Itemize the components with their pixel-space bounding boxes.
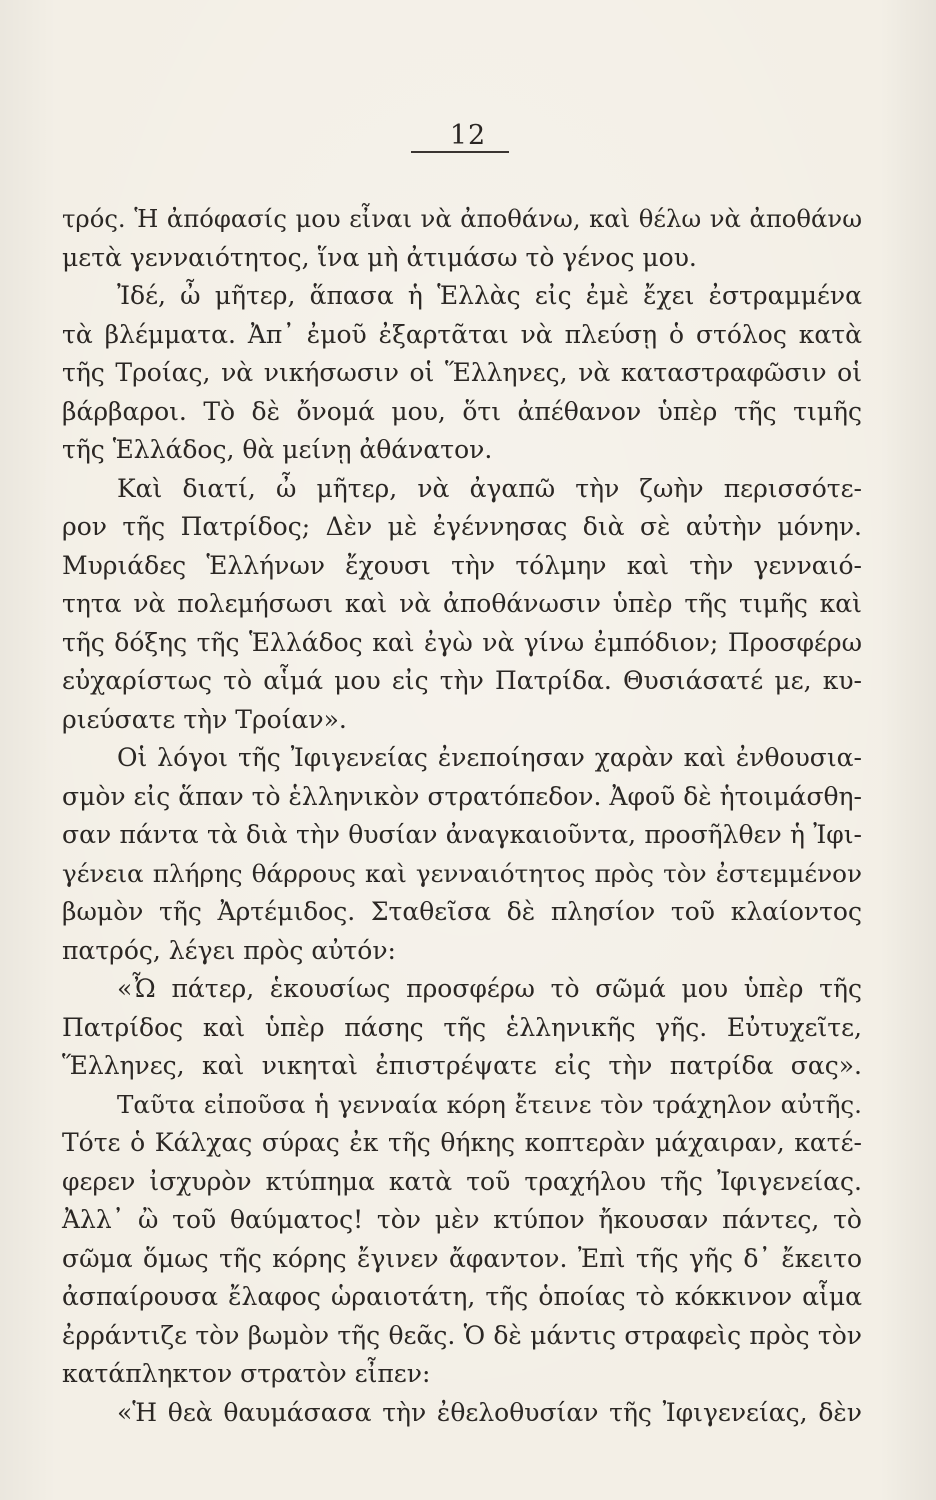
text-line: μετὰ γενναιότητος, ἵνα μὴ ἀτιμάσω τὸ γένος μου. <box>62 242 697 272</box>
text-line: πατρός, λέγει πρὸς αὐτόν: <box>62 935 396 965</box>
text-line: γένεια πλήρης θάρρους καὶ γενναιότητος πρὸς τὸν ἐστεμμένον <box>62 858 862 888</box>
text-line: εὐχαρίστως τὸ αἷμά μου εἰς τὴν Πατρίδα. Θυσιάσατέ με, κυ- <box>62 666 862 695</box>
text-line: τῆς δόξης τῆς Ἑλλάδος καὶ ἐγὼ νὰ γίνω ἐμπόδιον; Προσφέρω <box>62 627 862 657</box>
text-line: Οἱ λόγοι τῆς Ἰφιγενείας ἐνεποίησαν χαρὰν καὶ ἐνθουσια- <box>117 743 862 772</box>
text-line: τῆς Τροίας, νὰ νικήσωσιν οἱ Ἕλληνες, νὰ καταστραφῶσιν οἱ <box>62 358 862 387</box>
text-line: Τότε ὁ Κάλχας σύρας ἐκ τῆς θήκης κοπτερὰν μάχαιραν, κατέ- <box>62 1128 862 1157</box>
text-line: Ἀλλ᾽ ὢ τοῦ θαύματος! τὸν μὲν κτύπον ἤκουσαν πάντες, τὸ <box>62 1205 862 1234</box>
text-line: ἐρράντιζε τὸν βωμὸν τῆς θεᾶς. Ὁ δὲ μάντις στραφεὶς πρὸς τὸν <box>62 1320 862 1350</box>
text-line: «Ἡ θεὰ θαυμάσασα τὴν ἐθελοθυσίαν τῆς Ἰφιγενείας, δὲν <box>117 1397 862 1427</box>
text-line: «Ὦ πάτερ, ἑκουσίως προσφέρω τὸ σῶμά μου ὑπὲρ τῆς <box>117 974 862 1003</box>
text-line: Καὶ διατί, ὦ μῆτερ, νὰ ἀγαπῶ τὴν ζωὴν περισσότε- <box>117 473 862 503</box>
page-number-rule <box>411 151 509 153</box>
text-line: ἀσπαίρουσα ἔλαφος ὡραιοτάτη, τῆς ὁποίας τὸ κόκκινον αἷμα <box>62 1282 862 1311</box>
text-line: Ταῦτα εἰποῦσα ἡ γενναία κόρη ἔτεινε τὸν τράχηλον αὐτῆς. <box>117 1089 862 1119</box>
text-line: σαν πάντα τὰ διὰ τὴν θυσίαν ἀναγκαιοῦντα, προσῆλθεν ἡ Ἰφι- <box>62 820 862 849</box>
text-line: Πατρίδος καὶ ὑπὲρ πάσης τῆς ἑλληνικῆς γῆς. Εὐτυχεῖτε, <box>62 1012 862 1042</box>
text-line: τητα νὰ πολεμήσωσι καὶ νὰ ἀποθάνωσιν ὑπὲρ τῆς τιμῆς καὶ <box>62 589 862 618</box>
text-line: κατάπληκτον στρατὸν εἶπεν: <box>62 1359 431 1388</box>
text-line: Ἰδέ, ὦ μῆτερ, ἅπασα ἡ Ἑλλὰς εἰς ἐμὲ ἔχει ἐστραμμένα <box>117 281 862 310</box>
text-line: ριεύσατε τὴν Τροίαν». <box>62 704 347 734</box>
text-line: Ἕλληνες, καὶ νικηταὶ ἐπιστρέψατε εἰς τὴν πατρίδα σας». <box>62 1051 862 1080</box>
text-line: σμὸν εἰς ἅπαν τὸ ἑλληνικὸν στρατόπεδον. Ἀφοῦ δὲ ἡτοιμάσθη- <box>62 781 862 811</box>
text-line: βάρβαροι. Τὸ δὲ ὄνομά μου, ὅτι ἀπέθανον ὑπὲρ τῆς τιμῆς <box>62 396 862 426</box>
text-line: τῆς Ἑλλάδος, θὰ μείνῃ ἀθάνατον. <box>62 435 493 464</box>
text-line: Μυριάδες Ἑλλήνων ἔχουσι τὴν τόλμην καὶ τὴν γενναιό- <box>62 550 862 580</box>
text-line: τρός. Ἡ ἀπόφασίς μου εἶναι νὰ ἀποθάνω, καὶ θέλω νὰ ἀποθάνω <box>62 204 862 233</box>
text-line: τὰ βλέμματα. Ἀπ᾽ ἐμοῦ ἐξαρτᾶται νὰ πλεύσῃ ὁ στόλος κατὰ <box>62 319 862 349</box>
text-line: ρον τῆς Πατρίδος; Δὲν μὲ ἐγέννησας διὰ σὲ αὐτὴν μόνην. <box>62 512 862 541</box>
body-text <box>62 200 862 1432</box>
text-line: φερεν ἰσχυρὸν κτύπημα κατὰ τοῦ τραχήλου τῆς Ἰφιγενείας. <box>62 1166 862 1196</box>
page-number: 12 <box>449 120 487 151</box>
text-line: βωμὸν τῆς Ἀρτέμιδος. Σταθεῖσα δὲ πλησίον τοῦ κλαίοντος <box>62 897 862 926</box>
text-line: σῶμα ὅμως τῆς κόρης ἔγινεν ἄφαντον. Ἐπὶ τῆς γῆς δ᾽ ἔκειτο <box>62 1243 862 1273</box>
